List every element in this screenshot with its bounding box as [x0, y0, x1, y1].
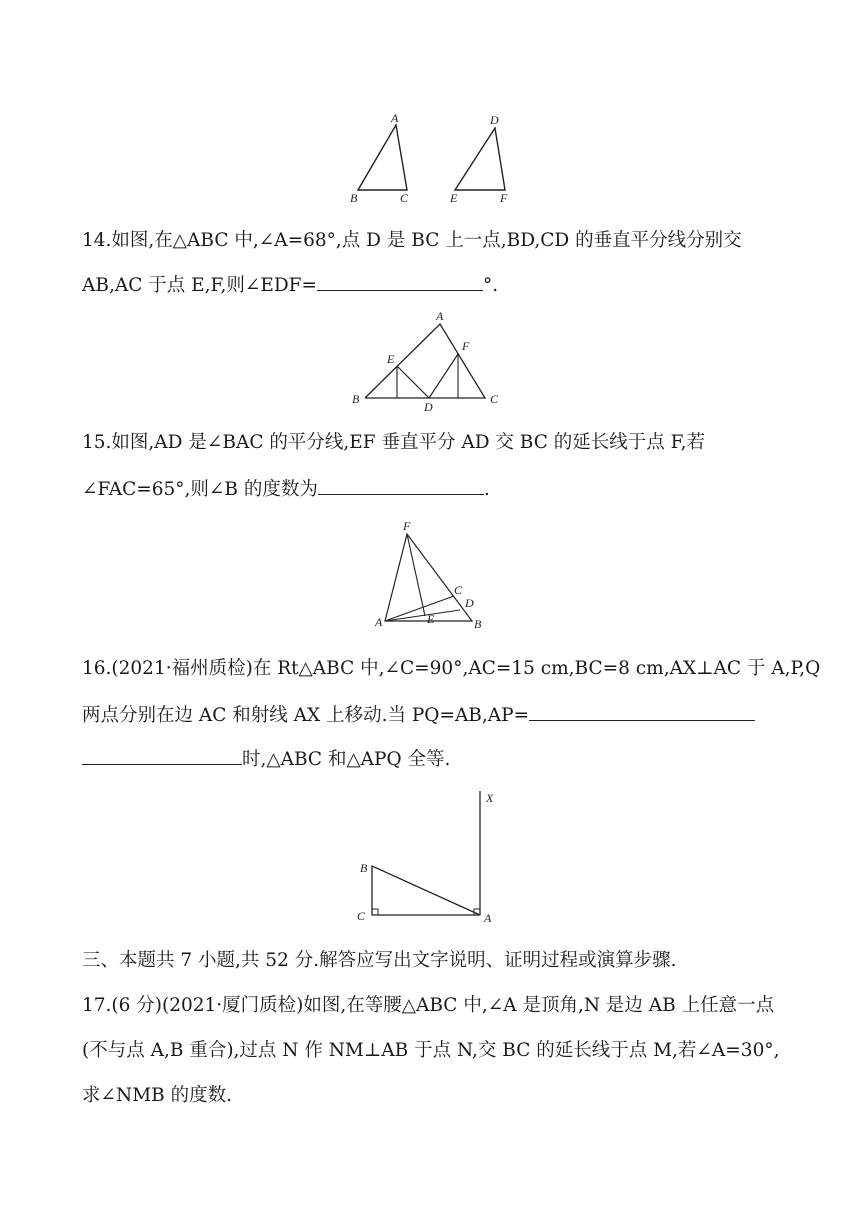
q14-line2 — [82, 273, 498, 298]
segment-ac — [385, 596, 454, 621]
q17-line1: 17.(6 分)(2021·厦门质检)如图,在等腰△ABC 中,∠A 是顶角,N 是边 AB 上任意一点 — [82, 995, 775, 1016]
segment-df — [429, 354, 458, 398]
triangle-abc-q14 — [365, 324, 485, 398]
label-D: D — [465, 596, 474, 610]
label-C: C — [357, 909, 366, 923]
label-F: F — [500, 191, 508, 205]
q17-line2: (不与点 A,B 重合),过点 N 作 NM⊥AB 于点 N,交 BC 的延长线于点 M,若∠A=30°, — [82, 1040, 780, 1061]
label-F: F — [403, 519, 411, 533]
q16-line2 — [82, 703, 755, 728]
triangle-abc-q16 — [372, 866, 480, 915]
q15-line2-text: ∠FAC=65°,则∠B 的度数为 — [82, 479, 318, 500]
figure-q16 — [352, 788, 502, 926]
q14-answer-blank[interactable] — [317, 273, 483, 291]
label-D: D — [424, 400, 433, 414]
triangle-abc — [358, 125, 407, 190]
q15-line2-suffix: . — [483, 479, 490, 500]
q14-line1: 14.如图,在△ABC 中,∠A=68°,点 D 是 BC 上一点,BD,CD 的垂直平分线分别交 — [82, 230, 742, 251]
label-C: C — [400, 191, 409, 205]
q14-line2-text: AB,AC 于点 E,F,则∠EDF= — [82, 275, 318, 296]
label-C: C — [490, 392, 499, 406]
label-E: E — [387, 352, 395, 366]
label-A: A — [375, 615, 383, 629]
label-C: C — [454, 583, 463, 597]
label-E: E — [450, 191, 458, 205]
q16-line2-text: 两点分别在边 AC 和射线 AX 上移动.当 PQ=AB,AP= — [82, 705, 530, 726]
q16-line3-text: 时,△ABC 和△APQ 全等. — [242, 749, 451, 770]
q15-line1: 15.如图,AD 是∠BAC 的平分线,EF 垂直平分 AD 交 BC 的延长线于点 F,若 — [82, 432, 705, 453]
label-X: X — [486, 791, 494, 805]
label-F: F — [462, 339, 470, 353]
q15-answer-blank[interactable] — [318, 477, 484, 495]
figure-q14 — [345, 308, 505, 412]
label-A: A — [436, 309, 444, 323]
label-A: A — [391, 111, 399, 125]
label-E: E — [427, 612, 435, 626]
label-B: B — [474, 617, 482, 631]
q16-answer-blank-2[interactable] — [82, 747, 242, 765]
figure-two-triangles — [340, 110, 520, 206]
label-A: A — [484, 911, 492, 925]
q14-line2-suffix: °. — [483, 275, 499, 296]
label-B: B — [352, 392, 360, 406]
right-angle-c — [372, 909, 378, 915]
label-B: B — [350, 191, 358, 205]
figure-q15 — [370, 518, 490, 634]
q16-line3 — [82, 747, 450, 772]
q16-answer-blank-1[interactable] — [529, 703, 755, 721]
q15-line2 — [82, 477, 490, 502]
segment-ad — [385, 610, 460, 621]
label-D: D — [490, 113, 499, 127]
q16-line1: 16.(2021·福州质检)在 Rt△ABC 中,∠C=90°,AC=15 cm,BC=8 cm,AX⊥AC 于 A,P,Q — [82, 658, 821, 679]
section3-heading: 三、本题共 7 小题,共 52 分.解答应写出文字说明、证明过程或演算步骤. — [82, 950, 677, 971]
q17-line3: 求∠NMB 的度数. — [82, 1085, 232, 1106]
triangle-abf — [385, 534, 472, 621]
triangle-def — [455, 128, 505, 190]
segment-ed — [397, 366, 429, 398]
label-B: B — [360, 861, 368, 875]
